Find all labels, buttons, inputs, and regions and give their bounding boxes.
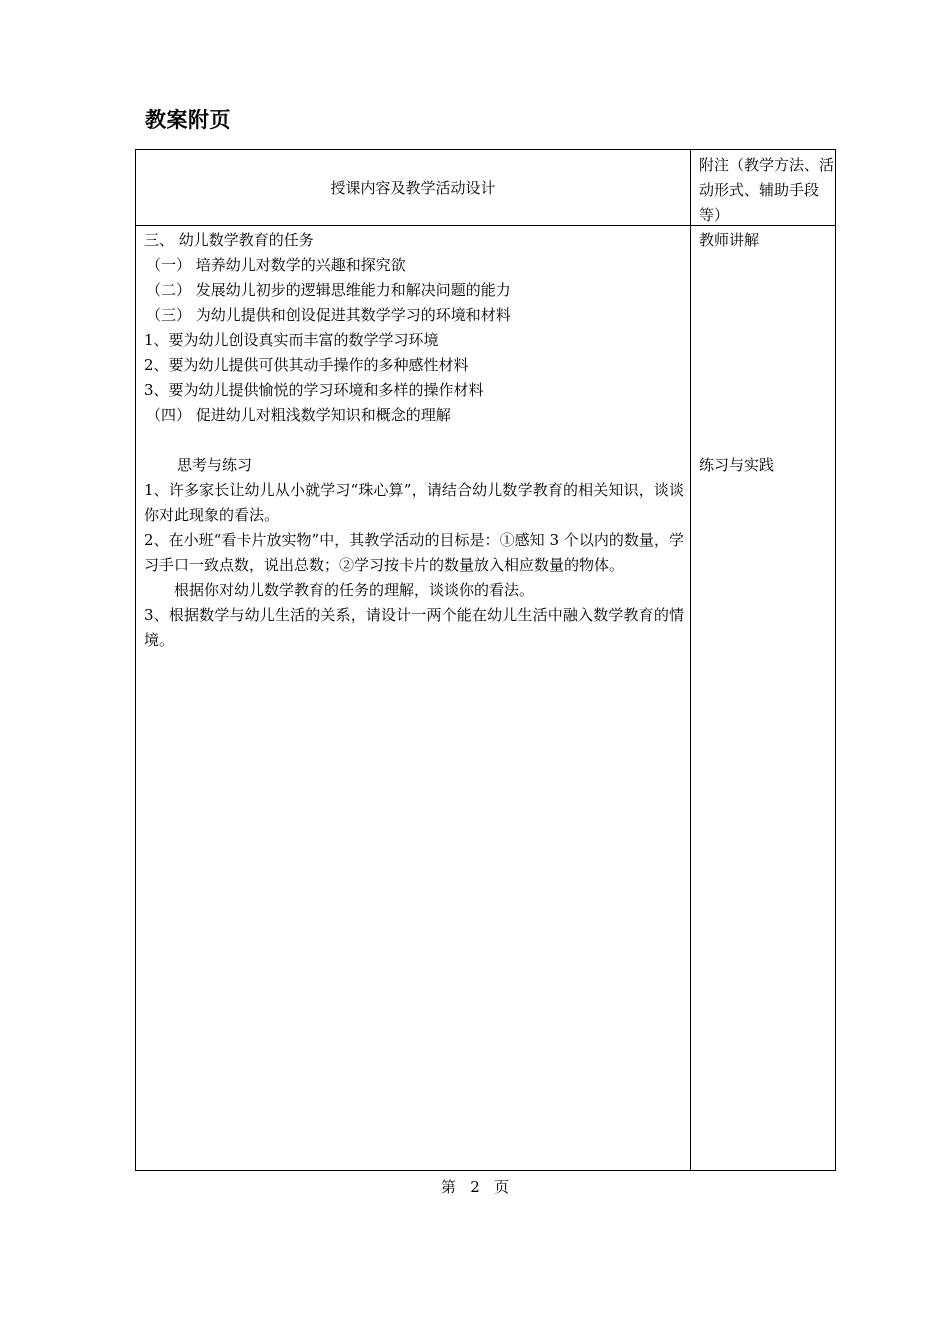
- column-divider: [690, 150, 691, 1170]
- list-item: 2、要为幼儿提供可供其动手操作的多种感性材料: [144, 356, 469, 374]
- subsection-2: （二） 发展幼儿初步的逻辑思维能力和解决问题的能力: [146, 281, 511, 299]
- section-title: 三、 幼儿数学教育的任务: [144, 231, 314, 249]
- question-3: 3、根据数学与幼儿生活的关系，请设计一两个能在幼儿生活中融入数学教育的情境。: [144, 606, 684, 649]
- list-item: 3、要为幼儿提供愉悦的学习环境和多样的操作材料: [144, 381, 484, 399]
- header-notes-column: 附注（教学方法、活动形式、辅助手段等）: [699, 156, 835, 224]
- lesson-plan-table: [135, 149, 836, 1171]
- list-item: 1、要为幼儿创设真实而丰富的数学学习环境: [144, 331, 439, 349]
- header-content-label: 授课内容及教学活动设计: [330, 179, 496, 197]
- blank-line: [144, 428, 684, 453]
- subsection-1: （一） 培养幼儿对数学的兴趣和探究欲: [146, 256, 406, 274]
- page-heading: 教案附页: [145, 108, 231, 132]
- page-number: 第 2 页: [440, 1178, 510, 1196]
- note-practice: 练习与实践: [699, 456, 775, 474]
- question-1: 1、许多家长让幼儿从小就学习“珠心算”，请结合幼儿数学教育的相关知识，谈谈你对此现象的看法。: [144, 481, 684, 524]
- subsection-4: （四） 促进幼儿对粗浅数学知识和概念的理解: [146, 406, 451, 424]
- question-2: 2、在小班“看卡片放实物”中，其教学活动的目标是：①感知 3 个以内的数量，学习手口一致点数，说出总数；②学习按卡片的数量放入相应数量的物体。: [144, 531, 684, 574]
- exercise-title: 思考与练习: [177, 456, 253, 474]
- header-content-column: [136, 150, 690, 225]
- lesson-content: [144, 228, 684, 653]
- subsection-3: （三） 为幼儿提供和创设促进其数学学习的环境和材料: [146, 306, 511, 324]
- question-2-followup: 根据你对幼儿数学教育的任务的理解，谈谈你的看法。: [174, 581, 535, 599]
- note-teacher-explanation: 教师讲解: [699, 231, 760, 249]
